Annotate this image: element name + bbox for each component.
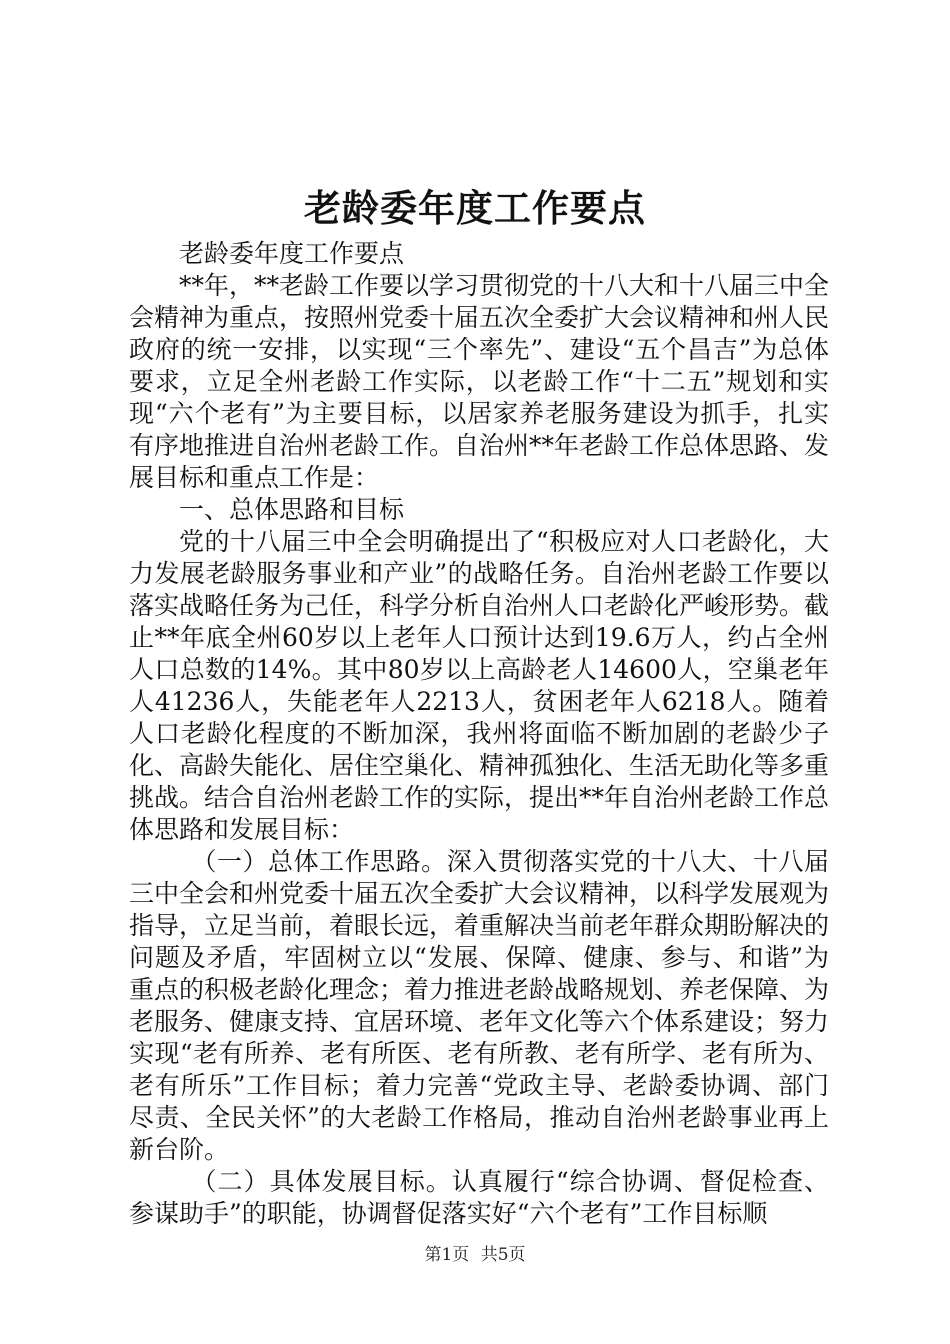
document-title: 老龄委年度工作要点: [304, 186, 646, 230]
paragraph-section-1: 党的十八届三中全会明确提出了“积极应对人口老龄化，大力发展老龄服务事业和产业”的战略任务。自治州老龄工作要以落实战略任务为己任，科学分析自治州人口老龄化严峻形势。截止**年底全州60岁以上老年人口预计达到19.6万人，约占全州人口总数的14%。其中80岁以上高龄老人14600人，空巢老年人41236人，失能老年人2213人，贫困老年人6218人。随着人口老龄化程度的不断加深，我州将面临不断加剧的老龄少子化、高龄失能化、居住空巢化、精神孤独化、生活无助化等多重挑战。结合自治州老龄工作的实际，提出**年自治州老龄工作总体思路和发展目标：: [129, 527, 830, 844]
paragraph-subtitle: 老龄委年度工作要点: [179, 239, 405, 268]
document-body: [129, 238, 829, 1230]
page-number: 第1页: [424, 1245, 470, 1265]
page-footer: [0, 1244, 950, 1266]
paragraph-development-goals: （二）具体发展目标。认真履行“综合协调、督促检查、参谋助手”的职能，协调督促落实好“六个老有”工作目标顺: [129, 1167, 829, 1228]
page-total: 共5页: [480, 1245, 526, 1265]
section-heading-1: 一、总体思路和目标: [179, 495, 405, 524]
paragraph-intro: **年，**老龄工作要以学习贯彻党的十八大和十八届三中全会精神为重点，按照州党委十届五次全委扩大会议精神和州人民政府的统一安排，以实现“三个率先”、建设“五个昌吉”为总体要求，立足全州老龄工作实际，以老龄工作“十二五”规划和实现“六个老有”为主要目标，以居家养老服务建设为抓手，扎实有序地推进自治州老龄工作。自治州**年老龄工作总体思路、发展目标和重点工作是：: [129, 271, 830, 492]
paragraph-work-approach: （一）总体工作思路。深入贯彻落实党的十八大、十八届三中全会和州党委十届五次全委扩大会议精神，以科学发展观为指导，立足当前，着眼长远，着重解决当前老年群众期盼解决的问题及矛盾，牢固树立以“发展、保障、健康、参与、和谐”为重点的积极老龄化理念；着力推进老龄战略规划、养老保障、为老服务、健康支持、宜居环境、老年文化等六个体系建设；努力实现“老有所养、老有所医、老有所教、老有所学、老有所为、老有所乐”工作目标；着力完善“党政主导、老龄委协调、部门尽责、全民关怀”的大老龄工作格局，推动自治州老龄事业再上新台阶。: [129, 847, 830, 1164]
